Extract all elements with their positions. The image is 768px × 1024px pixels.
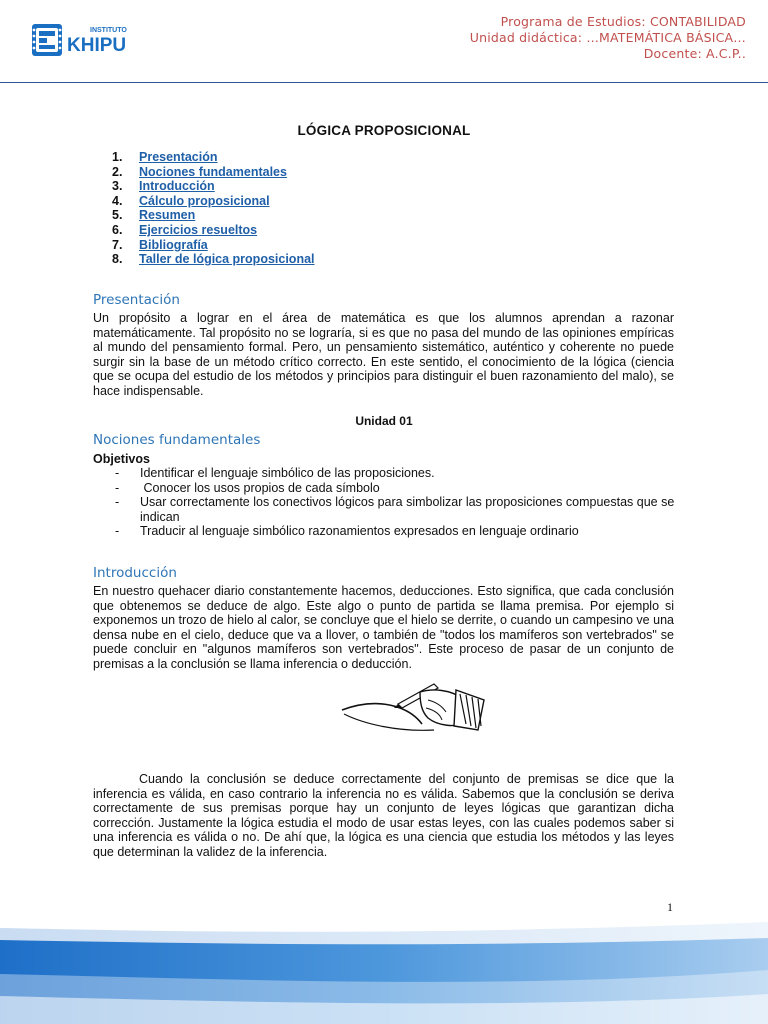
logo-name-text: KHIPU	[67, 35, 127, 56]
toc-number: 1.	[112, 150, 123, 164]
list-item	[115, 524, 675, 539]
header-unit: Unidad didáctica: …MATEMÁTICA BÁSICA…	[469, 30, 746, 45]
heading-nociones: Nociones fundamentales	[93, 432, 261, 448]
toc-item	[112, 208, 315, 223]
toc-item	[112, 238, 315, 253]
objetivos-label: Objetivos	[93, 452, 150, 466]
list-dash: -	[115, 466, 120, 480]
list-dash: -	[115, 480, 120, 495]
toc-item	[112, 223, 315, 238]
footer-wave	[0, 910, 768, 1024]
toc-number: 6.	[112, 222, 123, 237]
toc-item	[112, 252, 315, 267]
list-dash: -	[115, 524, 120, 539]
objetivo-text: Traducir al lenguaje simbólico razonamientos expresados en lenguaje ordinario	[140, 524, 579, 539]
toc-number: 4.	[112, 193, 123, 208]
header-divider	[0, 82, 768, 83]
toc-link-taller[interactable]: Taller de lógica proposicional	[139, 252, 315, 267]
table-of-contents	[112, 150, 315, 267]
page-number: 1	[667, 900, 673, 914]
objetivo-text: Usar correctamente los conectivos lógicos para simbolizar las proposiciones compuestas que se indican	[140, 495, 675, 524]
toc-link-calculo[interactable]: Cálculo proposicional	[139, 193, 270, 208]
toc-number: 3.	[112, 179, 123, 194]
toc-link-bibliografia[interactable]: Bibliografía	[139, 237, 208, 252]
header-program: Programa de Estudios: CONTABILIDAD	[500, 14, 746, 29]
toc-link-ejercicios[interactable]: Ejercicios resueltos	[139, 222, 258, 237]
toc-link-nociones[interactable]: Nociones fundamentales	[139, 164, 287, 179]
toc-number: 7.	[112, 237, 123, 252]
heading-presentacion: Presentación	[93, 292, 180, 308]
hand-writing-illustration	[338, 678, 488, 738]
unit-title: Unidad 01	[355, 414, 413, 428]
paragraph-introduccion: En nuestro quehacer diario constantemente hacemos, deducciones. Esto significa, que cada conclusión que obtenemos se deduce de algo. Este algo o punto de partida se llama premisa. Por ejemplo si exponemos un trozo de hielo al calor, se concluye que el hielo se derrite, o cuando un campesino ve una densa nube en el cielo, deduce que va a llover, o también de "todos los mamíferos son vertebrados" se puede concluir en "algunos mamíferos son vertebrados". Este proceso de pasar de un conjunto de premisas a la conclusión se llama inferencia o deducción.	[93, 584, 674, 671]
objetivo-text: Conocer los usos propios de cada símbolo	[140, 480, 380, 495]
toc-number: 5.	[112, 208, 123, 223]
list-item	[115, 466, 675, 481]
objetivo-text: Identificar el lenguaje simbólico de las proposiciones.	[140, 466, 435, 480]
list-item	[115, 495, 675, 524]
header-info	[470, 14, 746, 62]
list-dash: -	[115, 495, 120, 510]
paragraph-presentacion: Un propósito a lograr en el área de matemática es que los alumnos aprendan a razonar matemáticamente. Tal propósito no se lograría, si es que no pasa del mundo de las opiniones empíricas al mundo del pensamiento formal. Pero, un pensamiento sistemático, auténtico y coherente no puede surgir sin la base de un método crítico correcto. En este sentido, el conocimiento de la lógica (ciencia que se ocupa del estudio de los métodos y principios para distinguir el buen razonamiento del malo), se hace indispensable.	[93, 311, 674, 398]
objetivos-list	[115, 466, 675, 539]
khipu-logo	[30, 20, 150, 60]
toc-link-introduccion[interactable]: Introducción	[139, 179, 215, 194]
toc-item	[112, 179, 315, 194]
page-title: LÓGICA PROPOSICIONAL	[297, 123, 471, 138]
paragraph-inferencia: Cuando la conclusión se deduce correctamente del conjunto de premisas se dice que la inferencia es válida, en caso contrario la inferencia no es válida. Sabemos que la conclusión se deriva correctamente de sus premisas porque hay un conjunto de leyes lógicas que garantizan dicha corrección. Justamente la lógica estudia el modo de usar estas leyes, con las cuales podemos saber si una inferencia es válida o no. De ahí que, la lógica es una ciencia que estudia los métodos y las leyes que determinan la validez de la inferencia.	[93, 772, 674, 859]
heading-introduccion: Introducción	[93, 565, 177, 581]
toc-item	[112, 194, 315, 209]
toc-number: 8.	[112, 252, 123, 267]
toc-item	[112, 150, 315, 165]
toc-link-presentacion[interactable]: Presentación	[139, 150, 218, 164]
toc-link-resumen[interactable]: Resumen	[139, 208, 196, 223]
list-item	[115, 481, 675, 496]
logo-small-text: INSTITUTO	[90, 27, 127, 34]
header-teacher: Docente: A.C.P..	[643, 46, 746, 61]
toc-item	[112, 165, 315, 180]
toc-number: 2.	[112, 164, 123, 179]
